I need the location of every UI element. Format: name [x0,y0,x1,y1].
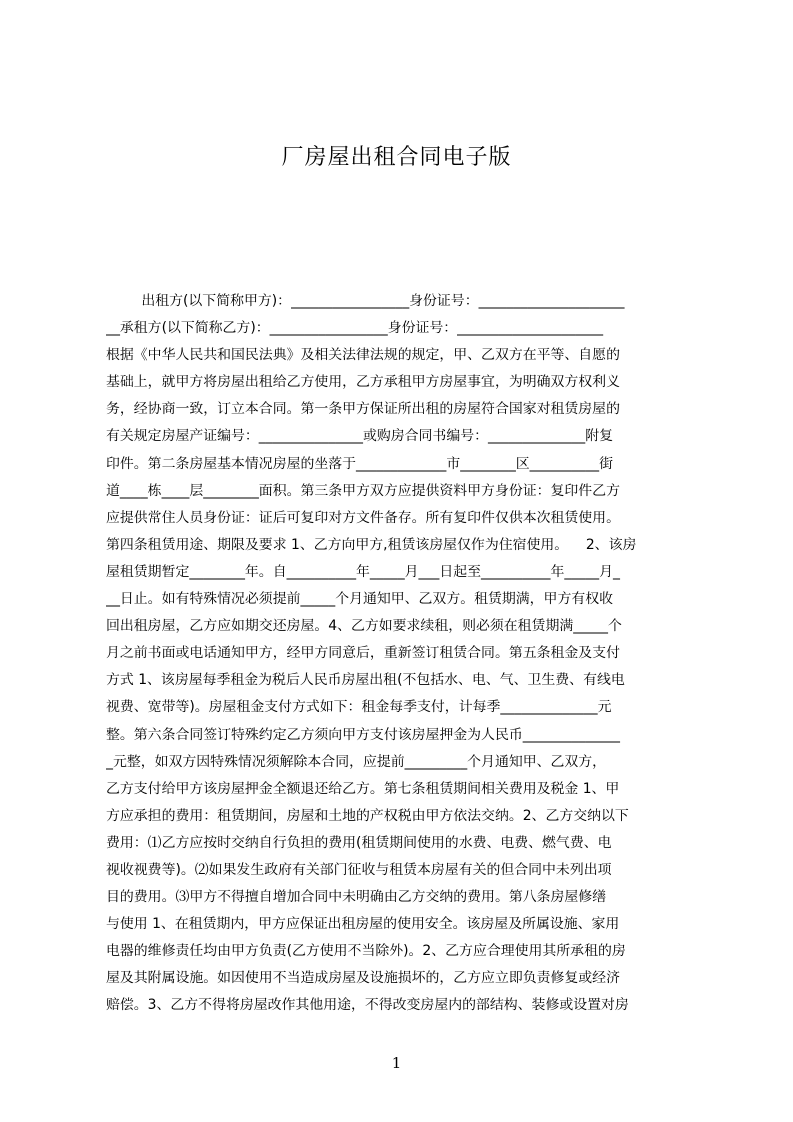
body-line: 有关规定房屋产证编号：_______________或购房合同书编号：______________附复 [106,428,614,445]
body-line: 乙方支付给甲方该房屋押金全额退还给乙方。第七条租赁期间相关费用及税金 1、甲 [106,780,620,797]
body-line: __日止。如有特殊情况必须提前_____个月通知甲、乙双方。租赁期满，甲方有权收 [106,591,614,608]
body-line: __承租方(以下简称乙方)：_________________身份证号：_____________________ [106,320,604,337]
body-line: 与使用 1、在租赁期内，甲方应保证出租房屋的使用安全。该房屋及所属设施、家用 [106,916,620,933]
body-line: 方式 1、该房屋每季租金为税后人民币房屋出租(不包括水、电、气、卫生费、有线电 [106,672,625,689]
body-line: 电器的维修责任均由甲方负责(乙方使用不当除外)。2、乙方应合理使用其所承租的房 [106,943,626,960]
body-line: 月之前书面或电话通知甲方，经甲方同意后，重新签订租赁合同。第五条租金及支付 [106,645,620,662]
body-line: 第四条租赁用途、期限及要求 1、乙方向甲方,租赁该房屋仅作为住宿使用。 2、该房 [106,536,637,553]
body-line: 视费、宽带等)。房屋租金支付方式如下：租金每季支付，计每季______________元 [106,699,612,716]
body-line: 回出租房屋，乙方应如期交还房屋。4、乙方如要求续租，则必须在租赁期满_____个 [106,618,622,635]
body-line: 费用：⑴乙方应按时交纳自行负担的费用(租赁期间使用的水费、电费、燃气费、电 [106,834,612,851]
body-line: 基础上，就甲方将房屋出租给乙方使用，乙方承租甲方房屋事宜，为明确双方权利义 [106,374,620,391]
body-line: 视收视费等)。⑵如果发生政府有关部门征收与租赁本房屋有关的但合同中未列出项 [106,861,612,878]
body-line: 屋租赁期暂定________年。自__________年_____月___日起至__________年_____月_ [106,563,620,580]
contract-body [106,288,700,1028]
body-line: 务，经协商一致，订立本合同。第一条甲方保证所出租的房屋符合国家对租赁房屋的 [106,401,620,418]
page-number: 1 [391,1054,402,1072]
body-line: _元整，如双方因特殊情况须解除本合同，应提前_________个月通知甲、乙双方， [106,753,607,770]
body-line: 整。第六条合同签订特殊约定乙方须向甲方支付该房屋押金为人民币______________ [106,726,620,743]
body-line: 目的费用。⑶甲方不得擅自增加合同中未明确由乙方交纳的费用。第八条房屋修缮 [106,889,607,906]
body-line: 应提供常住人员身份证：证后可复印对方文件备存。所有复印件仅供本次租赁使用。 [106,509,620,526]
body-line: 道____栋____层________面积。第三条甲方双方应提供资料甲方身份证：复印件乙方 [106,482,620,499]
document-title: 厂房屋出租合同电子版 [281,145,512,170]
body-line: 出租方(以下简称甲方)：_________________身份证号：_____________________ [106,293,625,309]
body-line: 屋及其附属设施。如因使用不当造成房屋及设施损坏的，乙方应立即负责修复或经济 [106,970,620,987]
body-line: 方应承担的费用：租赁期间，房屋和土地的产权税由甲方依法交纳。2、乙方交纳以下 [106,807,629,824]
body-line: 赔偿。3、乙方不得将房屋改作其他用途，不得改变房屋内的部结构、装修或设置对房 [106,997,629,1014]
body-line: 印件。第二条房屋基本情况房屋的坐落于_____________市________区__________街 [106,455,614,472]
body-line: 根据《中华人民共和国民法典》及相关法律法规的规定，甲、乙双方在平等、自愿的 [106,347,620,364]
